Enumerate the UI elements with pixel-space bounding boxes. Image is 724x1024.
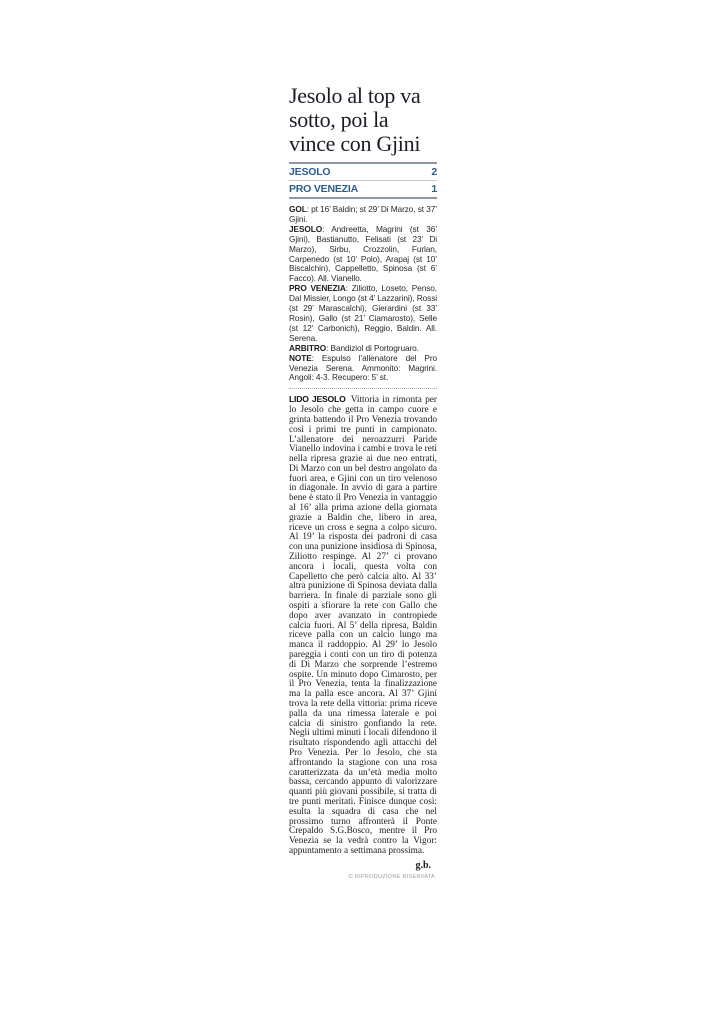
section-divider bbox=[289, 388, 437, 389]
detail-away-lineup-text: : Ziliotto, Loseto, Penso, Dal Missier, Longo (st 4’ Lazzarini), Rossi (st 29’ Marascalchi), Gierardini (st 33’ Rosin), Gallo (st 21’ Ciamarosto), Selle (st 12’ Carbonich), Reggio, Baldin. All. Serena. bbox=[289, 283, 437, 343]
detail-notes bbox=[289, 354, 437, 384]
dateline-label: LIDO JESOLO bbox=[289, 394, 346, 405]
match-details bbox=[289, 205, 437, 383]
detail-referee-text: : Bandiziol di Portogruaro. bbox=[326, 342, 419, 353]
detail-goals bbox=[289, 205, 437, 225]
copyright-notice: © RIPRODUZIONE RISERVATA bbox=[348, 873, 435, 880]
article-headline: Jesolo al top va sotto, poi la vince con Gjini bbox=[289, 83, 421, 156]
detail-away-lineup-label: PRO VENEZIA bbox=[289, 283, 346, 294]
away-team-name: PRO VENEZIA bbox=[289, 183, 358, 195]
author-signature: g.b. bbox=[415, 859, 431, 871]
detail-home-lineup-text: : Andreetta, Magrini (st 36’ Gjini), Bastianutto, Felisati (st 23’ Di Marzo), Sirbu, Crozzolin, Furlan, Carpenedo (st 10’ Polo), Arapaj (st 10’ Biscalchin), Cappelletto, Spinosa (st 6’ Facco). All. Vianello. bbox=[289, 223, 437, 284]
detail-home-lineup bbox=[289, 225, 437, 284]
scoreboard-row-away bbox=[289, 180, 437, 197]
home-team-score: 2 bbox=[431, 166, 437, 178]
away-team-score: 1 bbox=[431, 183, 437, 195]
article-body-text: Vittoria in rimonta per lo Jesolo che getta in campo cuore e grinta battendo il Pro Venezia trovando così i primi tre punti in campionato. L’allenatore dei neroazzurri Paride Vianello indovina i cambi e trova le reti nella ripresa grazie ai due neo entrati, Di Marzo con un bel destro angolato da fuori area, e Gjini con un tiro velenoso in diagonale. In avvio di gara a partire bene è stato il Pro Venezia in vantaggio al 16’ alla prima azione della giornata grazie a Baldin che, libero in area, riceve un cross e segna a colpo sicuro. Al 19’ la risposta dei padroni di casa con una punizione insidiosa di Spinosa, Ziliotto respinge. Al 27’ ci provano ancora i locali, questa volta con Capelletto che però calcia alto. Al 33’ altra punizione di Spinosa deviata dalla barriera. In finale di parziale sono gli ospiti a sfiorare la rete con Gallo che dopo aver avanzato in contropiede calcia fuori. Al 5’ della ripresa, Baldin riceve palla con un calcio lungo ma manca il raddoppio. Al 29’ lo Jesolo pareggia i conti con un tiro di potenza di Di Marzo che sorprende l’estremo ospite. Un minuto dopo Cimarosto, per il Pro Venezia, tenta la finalizzazione ma la palla esce ancora. Al 37’ Gjini trova la rete della vittoria: prima riceve palla da una rimessa laterale e poi calcia di sinistro gonfiando la rete. Negli ultimi minuti i locali difendono il risultato rispondendo agli attacchi del Pro Venezia. Per lo Jesolo, che sta affrontando la stagione con una rosa caratterizzata da un’età media molto bassa, cercando appunto di valorizzare quanti più giovani possibile, si tratta di tre punti meritati. Finisce dunque così: esulta la squadra di casa che nel prossimo turno affronterà il Ponte Crepaldo S.G.Bosco, mentre il Pro Venezia se la vedrà contro la Vigor: appuntamento a settimana prossima. bbox=[289, 395, 437, 856]
scoreboard-row-home bbox=[289, 164, 437, 180]
detail-notes-text: : Espulso l’allenatore del Pro Venezia Serena. Ammonito: Magrini. Angoli: 4-3. Recupero: 5’ st. bbox=[289, 352, 437, 383]
home-team-name: JESOLO bbox=[289, 166, 331, 178]
article-column bbox=[289, 84, 437, 880]
detail-goals-label: GOL bbox=[289, 204, 307, 214]
article-body bbox=[289, 395, 437, 856]
detail-home-lineup-label: JESOLO bbox=[289, 223, 323, 234]
match-scoreboard bbox=[289, 162, 437, 199]
detail-goals-text: : pt 16’ Baldin; st 29’ Di Marzo, st 37’ Gjini. bbox=[289, 204, 437, 224]
detail-referee-label: ARBITRO bbox=[289, 342, 327, 353]
detail-away-lineup bbox=[289, 284, 437, 343]
detail-notes-label: NOTE bbox=[289, 352, 312, 363]
